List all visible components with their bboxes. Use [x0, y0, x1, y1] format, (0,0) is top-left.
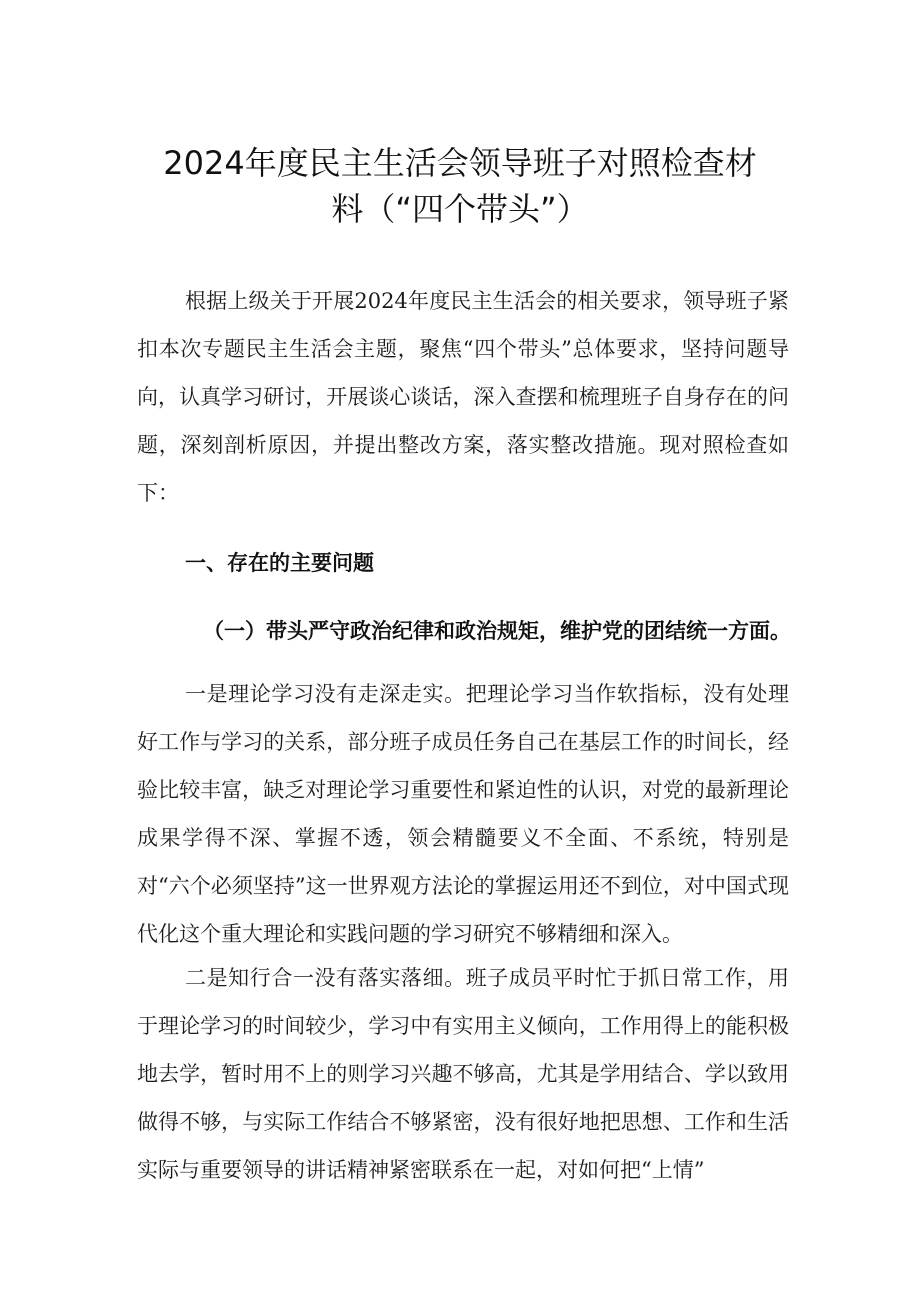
paragraph-one: 一是理论学习没有走深走实。把理论学习当作软指标，没有处理好工作与学习的关系，部分班子成员任务自己在基层工作的时间长，经验比较丰富，缺乏对理论学习重要性和紧迫性的认识，对党的最新理论成果学得不深、掌握不透，领会精髓要义不全面、不系统，特别是对“六个必须坚持”这一世界观方法论的掌握运用还不到位，对中国式现代化这个重大理论和实践问题的学习研究不够精细和深入。: [137, 682, 789, 946]
subsection-heading: （一）带头严守政治纪律和政治规矩，维护党的团结统一方面。: [203, 618, 791, 643]
document-title-line-2: 料（“四个带头”）: [331, 190, 589, 228]
intro-paragraph: 根据上级关于开展2024年度民主生活会的相关要求，领导班子紧扣本次专题民主生活会主题，聚焦“四个带头”总体要求，坚持问题导向，认真学习研讨，开展谈心谈话，深入查摆和梳理班子自身存在的问题，深刻剖析原因，并提出整改方案，落实整改措施。现对照检查如下：: [137, 289, 789, 505]
document-title-line-1: 2024年度民主生活会领导班子对照检查材: [163, 144, 757, 182]
paragraph-two: 二是知行合一没有落实落细。班子成员平时忙于抓日常工作，用于理论学习的时间较少，学习中有实用主义倾向，工作用得上的能积极地去学，暂时用不上的则学习兴趣不够高，尤其是学用结合、学以致用做得不够，与实际工作结合不够紧密，没有很好地把思想、工作和生活实际与重要领导的讲话精神紧密联系在一起，对如何把“上情”: [137, 966, 789, 1182]
section-heading: 一、存在的主要问题: [185, 550, 374, 575]
